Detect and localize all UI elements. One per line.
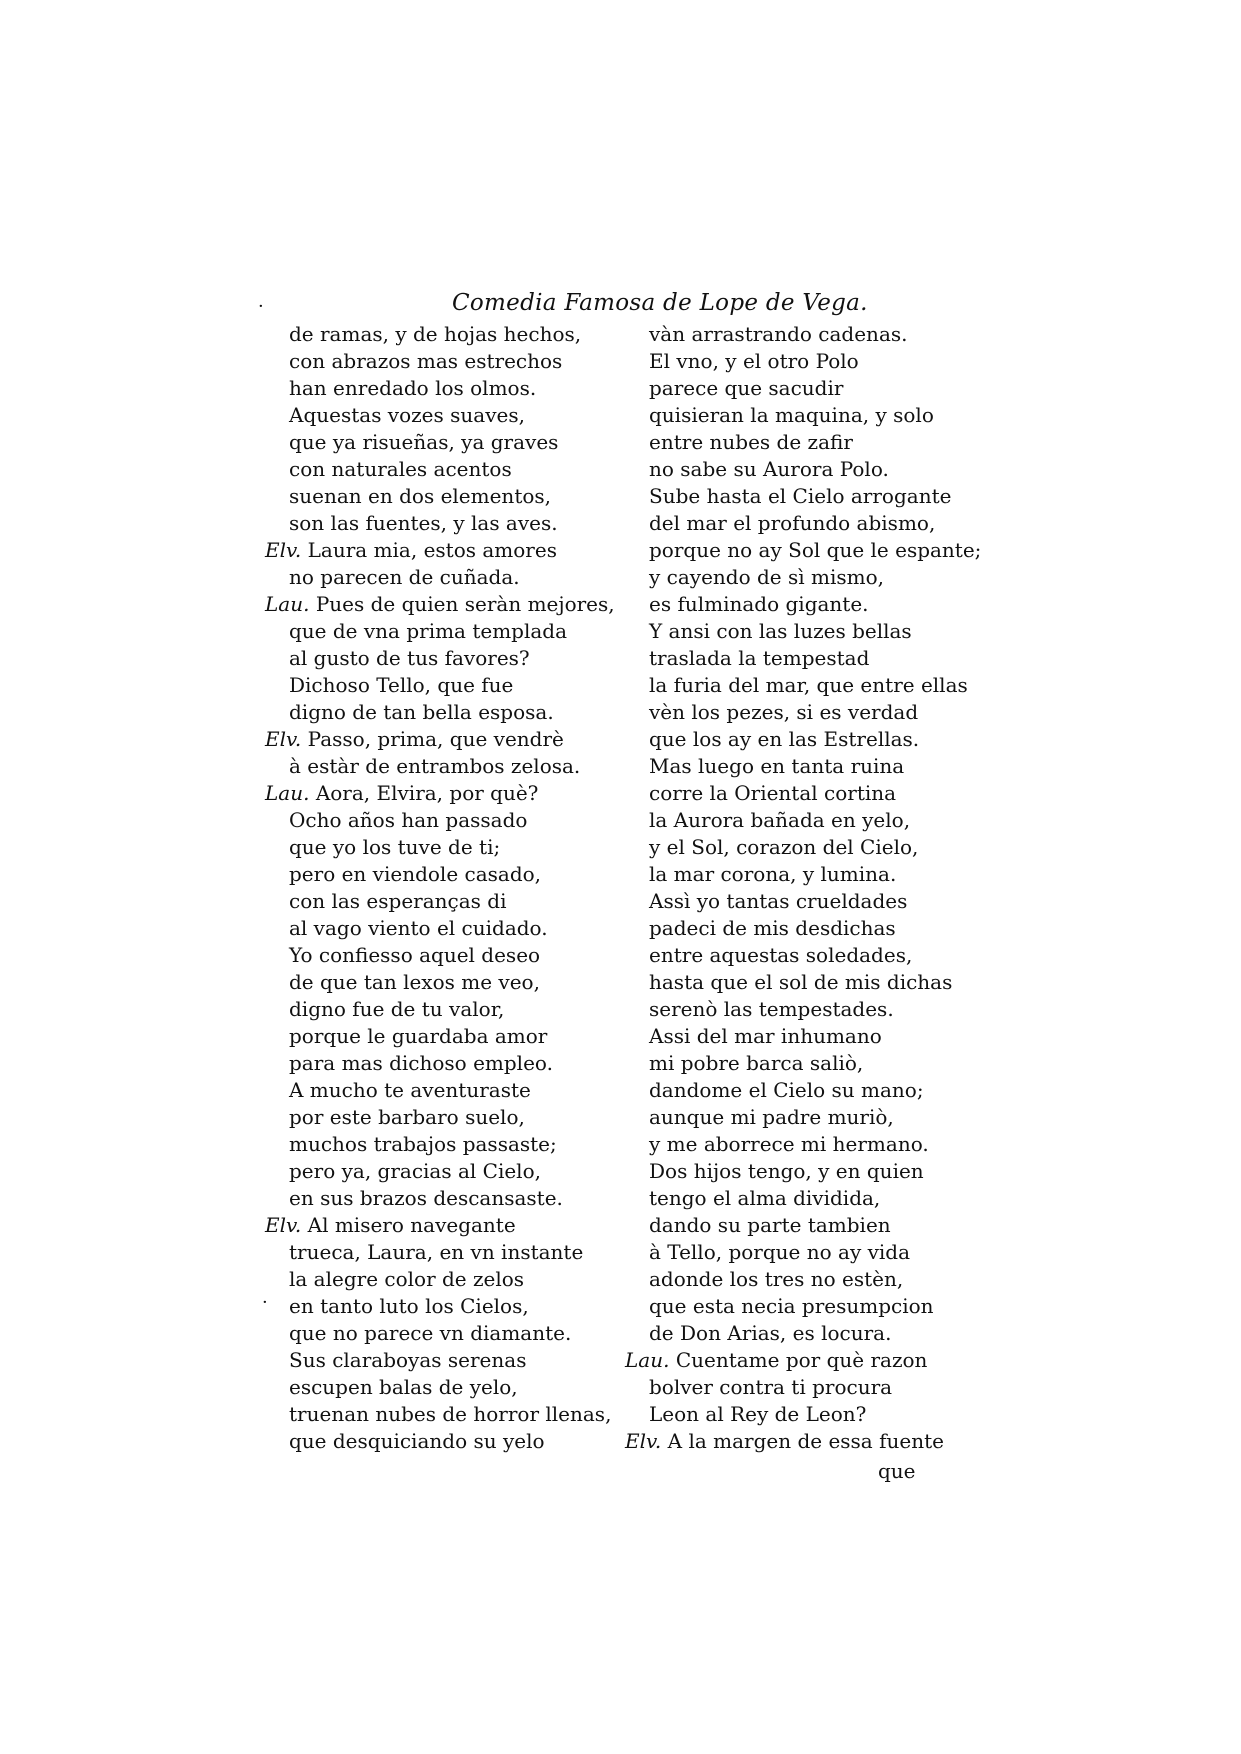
verse-text: que esta necia presumpcion (649, 1294, 934, 1318)
verse-line (625, 888, 955, 915)
verse-text: hasta que el sol de mis dichas (649, 970, 953, 994)
verse-line (625, 1131, 955, 1158)
verse-text: dando su parte tambien (649, 1213, 891, 1237)
verse-text: escupen balas de yelo, (289, 1375, 518, 1399)
verse-text: entre nubes de zafir (649, 430, 853, 454)
verse-text: Dichoso Tello, que fue (289, 673, 514, 697)
verse-text: de que tan lexos me veo, (289, 970, 540, 994)
verse-text: bolver contra ti procura (649, 1375, 893, 1399)
verse-line (625, 861, 955, 888)
verse-line (265, 429, 625, 456)
verse-text: al vago viento el cuidado. (289, 916, 548, 940)
verse-line (265, 321, 625, 348)
verse-line (625, 1401, 955, 1428)
verse-line (625, 699, 955, 726)
verse-line (625, 537, 982, 564)
verse-line (625, 321, 955, 348)
verse-line (265, 969, 625, 996)
verse-line (265, 861, 625, 888)
verse-line (625, 348, 955, 375)
verse-line (265, 1347, 625, 1374)
verse-text: la Aurora bañada en yelo, (649, 808, 911, 832)
verse-text: con naturales acentos (289, 457, 512, 481)
verse-text: pero ya, gracias al Cielo, (289, 1159, 541, 1183)
verse-text: de ramas, y de hojas hechos, (289, 322, 582, 346)
verse-text: à Tello, porque no ay vida (649, 1240, 911, 1264)
verse-line (265, 1212, 625, 1239)
verse-text: Cuentame por què razon (675, 1348, 928, 1372)
verse-line (625, 645, 955, 672)
verse-text: Pues de quien seràn mejores, (315, 592, 615, 616)
verse-text: que desquiciando su yelo (289, 1429, 545, 1453)
verse-line (625, 1428, 955, 1455)
verse-line (265, 402, 625, 429)
verse-text: la furia del mar, que entre ellas (649, 673, 968, 697)
verse-line (625, 1347, 955, 1374)
verse-text: Assì yo tantas crueldades (649, 889, 908, 913)
verse-text: Leon al Rey de Leon? (649, 1402, 867, 1426)
verse-text: A la margen de essa fuente (667, 1429, 944, 1453)
verse-line (265, 618, 625, 645)
verse-text: mi pobre barca saliò, (649, 1051, 864, 1075)
verse-line (625, 375, 955, 402)
verse-line (625, 402, 955, 429)
verse-line (625, 753, 955, 780)
verse-text: en tanto luto los Cielos, (289, 1294, 529, 1318)
verse-text: vèn los pezes, si es verdad (649, 700, 919, 724)
verse-text: à estàr de entrambos zelosa. (289, 754, 581, 778)
verse-line (625, 726, 955, 753)
verse-text: para mas dichoso empleo. (289, 1051, 553, 1075)
verse-line (265, 915, 625, 942)
speaker-name: Lau. (625, 1348, 670, 1372)
verse-text: y cayendo de sì mismo, (649, 565, 884, 589)
verse-text: traslada la tempestad (649, 646, 870, 670)
verse-line (265, 1185, 625, 1212)
verse-text: que yo los tuve de ti; (289, 835, 501, 859)
verse-text: en sus brazos descansaste. (289, 1186, 563, 1210)
speaker-name: Elv. (625, 1429, 662, 1453)
verse-line (265, 591, 625, 618)
verse-line (265, 1293, 625, 1320)
verse-line (625, 1293, 955, 1320)
verse-text: dandome el Cielo su mano; (649, 1078, 924, 1102)
verse-text: es fulminado gigante. (649, 592, 869, 616)
verse-line (265, 537, 625, 564)
verse-line (625, 969, 955, 996)
verse-text: trueca, Laura, en vn instante (289, 1240, 584, 1264)
verse-text: Ocho años han passado (289, 808, 528, 832)
verse-line (265, 483, 625, 510)
verse-line (265, 780, 625, 807)
verse-line (625, 672, 968, 699)
verse-text: no sabe su Aurora Polo. (649, 457, 889, 481)
verse-line (265, 807, 625, 834)
verse-text: tengo el alma dividida, (649, 1186, 881, 1210)
verse-line (265, 1320, 625, 1347)
speaker-name: Elv. (265, 727, 302, 751)
left-column (265, 321, 625, 1455)
verse-line (265, 348, 625, 375)
verse-text: truenan nubes de horror llenas, (289, 1402, 612, 1426)
verse-line (265, 672, 625, 699)
verse-line (625, 483, 955, 510)
verse-text: son las fuentes, y las aves. (289, 511, 558, 535)
verse-line (265, 1131, 625, 1158)
verse-text: vàn arrastrando cadenas. (649, 322, 908, 346)
verse-line (265, 726, 625, 753)
verse-line (625, 1320, 955, 1347)
margin-dot: · (258, 296, 264, 317)
verse-text: la alegre color de zelos (289, 1267, 525, 1291)
verse-line (265, 1077, 625, 1104)
verse-text: Laura mia, estos amores (307, 538, 557, 562)
verse-text: que ya risueñas, ya graves (289, 430, 559, 454)
verse-line (625, 996, 955, 1023)
verse-text: suenan en dos elementos, (289, 484, 552, 508)
verse-text: Assi del mar inhumano (649, 1024, 882, 1048)
verse-line (265, 1401, 625, 1428)
verse-line (265, 1239, 625, 1266)
verse-text: Dos hijos tengo, y en quien (649, 1159, 924, 1183)
verse-line (625, 456, 955, 483)
verse-line (625, 942, 955, 969)
verse-line (625, 429, 955, 456)
verse-line (625, 564, 955, 591)
verse-line (265, 1104, 625, 1131)
verse-text: aunque mi padre muriò, (649, 1105, 894, 1129)
verse-text: porque no ay Sol que le espante; (649, 538, 982, 562)
verse-line (265, 996, 625, 1023)
verse-text: y el Sol, corazon del Cielo, (649, 835, 919, 859)
verse-text: pero en viendole casado, (289, 862, 542, 886)
catchword: que (878, 1459, 916, 1483)
speaker-name: Elv. (265, 538, 302, 562)
verse-line (265, 1428, 625, 1455)
verse-text: El vno, y el otro Polo (649, 349, 859, 373)
verse-text: con abrazos mas estrechos (289, 349, 563, 373)
verse-text: no parecen de cuñada. (289, 565, 520, 589)
verse-text: y me aborrece mi hermano. (649, 1132, 929, 1156)
verse-line (625, 1266, 955, 1293)
margin-dot: · (262, 1292, 268, 1313)
verse-line (625, 1374, 955, 1401)
verse-text: corre la Oriental cortina (649, 781, 897, 805)
verse-text: por este barbaro suelo, (289, 1105, 525, 1129)
speaker-name: Lau. (265, 592, 310, 616)
verse-line (265, 1023, 625, 1050)
verse-line (265, 510, 625, 537)
verse-line (265, 699, 625, 726)
verse-text: la mar corona, y lumina. (649, 862, 897, 886)
verse-line (625, 1239, 955, 1266)
verse-line (625, 591, 955, 618)
verse-text: que los ay en las Estrellas. (649, 727, 920, 751)
verse-line (625, 618, 955, 645)
right-column (625, 321, 982, 1455)
verse-line (625, 915, 955, 942)
verse-text: Aquestas vozes suaves, (289, 403, 525, 427)
verse-text: Y ansi con las luzes bellas (649, 619, 912, 643)
verse-text: porque le guardaba amor (289, 1024, 548, 1048)
verse-text: Mas luego en tanta ruina (649, 754, 905, 778)
verse-line (265, 1374, 625, 1401)
verse-text: del mar el profundo abismo, (649, 511, 936, 535)
verse-line (265, 1158, 625, 1185)
verse-line (265, 645, 625, 672)
verse-text: serenò las tempestades. (649, 997, 894, 1021)
verse-text: parece que sacudir (649, 376, 844, 400)
verse-text: Al misero navegante (307, 1213, 516, 1237)
verse-text: al gusto de tus favores? (289, 646, 530, 670)
speaker-name: Lau. (265, 781, 310, 805)
verse-text: digno de tan bella esposa. (289, 700, 554, 724)
verse-line (625, 1104, 955, 1131)
verse-line (265, 456, 625, 483)
verse-line (265, 1266, 625, 1293)
verse-line (265, 1050, 625, 1077)
running-header: Comedia Famosa de Lope de Vega. (452, 290, 868, 316)
verse-text: que de vna prima templada (289, 619, 568, 643)
verse-line (625, 1185, 955, 1212)
verse-text: Yo confiesso aquel deseo (289, 943, 541, 967)
verse-line (625, 510, 955, 537)
verse-line (265, 834, 625, 861)
verse-line (625, 1023, 955, 1050)
verse-line (625, 780, 955, 807)
verse-line (265, 564, 625, 591)
verse-text: han enredado los olmos. (289, 376, 537, 400)
verse-line (625, 1158, 955, 1185)
verse-line (625, 807, 955, 834)
verse-line (625, 834, 955, 861)
verse-line (625, 1077, 955, 1104)
verse-text: adonde los tres no estèn, (649, 1267, 904, 1291)
verse-text: de Don Arias, es locura. (649, 1321, 892, 1345)
verse-line (265, 753, 625, 780)
verse-text: Sus claraboyas serenas (289, 1348, 527, 1372)
verse-text: muchos trabajos passaste; (289, 1132, 557, 1156)
verse-line (625, 1212, 955, 1239)
verse-text: A mucho te aventuraste (289, 1078, 531, 1102)
verse-text: entre aquestas soledades, (649, 943, 913, 967)
verse-text: Passo, prima, que vendrè (307, 727, 564, 751)
verse-text: que no parece vn diamante. (289, 1321, 572, 1345)
verse-text: quisieran la maquina, y solo (649, 403, 934, 427)
verse-line (265, 942, 625, 969)
verse-line (265, 375, 625, 402)
verse-text: Sube hasta el Cielo arrogante (649, 484, 952, 508)
verse-text: digno fue de tu valor, (289, 997, 505, 1021)
verse-text: Aora, Elvira, por què? (315, 781, 539, 805)
speaker-name: Elv. (265, 1213, 302, 1237)
verse-text: padeci de mis desdichas (649, 916, 896, 940)
verse-text: con las esperanças di (289, 889, 507, 913)
verse-line (265, 888, 625, 915)
verse-line (625, 1050, 955, 1077)
